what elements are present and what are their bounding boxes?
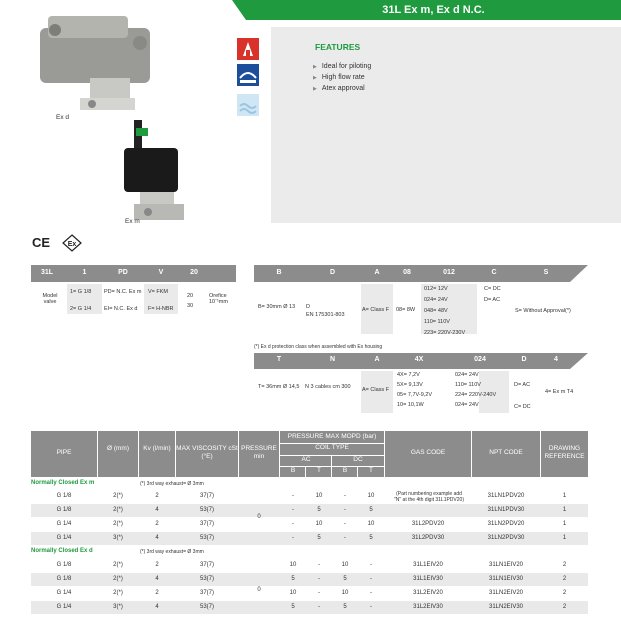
cell-ac-t: - <box>318 576 320 582</box>
cell-npt-code: 31LN2PDV20 <box>487 521 525 527</box>
cell-ac-t: 5 <box>317 507 321 513</box>
code-table-3-header-notch <box>570 353 588 369</box>
cell-orifice: 2(*) <box>113 576 123 582</box>
ce-mark: CE <box>32 235 51 250</box>
col-kv: Kv (l/min) <box>143 445 171 452</box>
table-row <box>31 601 588 614</box>
header-divider <box>331 455 332 477</box>
cell-orifice: 2(*) <box>113 521 123 527</box>
features-panel <box>271 27 621 223</box>
code-table-1-value: 2= G 1/4 <box>70 306 92 312</box>
cell-kv: 2 <box>155 521 159 527</box>
code-table-2-d: EN 175301-803 <box>306 312 345 318</box>
col-ac: AC <box>301 456 311 463</box>
code-table-3-a: A= Class F <box>362 387 390 393</box>
cell-dc-b: 10 <box>341 562 349 568</box>
code-table-2-h: 08 <box>403 269 411 276</box>
code-table-1-orifice: Orefice 10ˉ¹mm <box>209 293 228 305</box>
image-label-exd: Ex d <box>56 114 70 121</box>
cell-dc-t: - <box>370 562 372 568</box>
feature-item <box>313 63 371 70</box>
cell-npt-code: 31LN1EIV20 <box>488 562 524 568</box>
code-table-2-s: S= Without Approval(*) <box>515 308 571 314</box>
header-divider <box>138 431 139 477</box>
ex-mark-icon <box>62 234 82 257</box>
code-table-2-volt: 110= 110V <box>424 319 450 325</box>
code-table-2-h: 012 <box>443 269 455 276</box>
header-divider <box>384 431 385 477</box>
cell-npt-code: 31LN1PDV20 <box>487 493 525 499</box>
code-table-3-volt: 224= 220V-240V <box>455 392 497 398</box>
code-table-3-volt: 024= 24V <box>455 402 479 408</box>
cell-gas-code: 31L2EIV20 <box>413 590 443 596</box>
code-table-2-h: B <box>276 269 282 276</box>
gas-code-note: (Part numbering example add "N" at the 4th digit 31L1PDV20) <box>394 491 464 503</box>
header-divider <box>305 466 306 477</box>
col-gas-code: GAS CODE <box>410 449 446 456</box>
cell-pipe: G 1/4 <box>56 590 72 596</box>
table-row <box>31 490 588 503</box>
cell-gas-code: 31L2EIV30 <box>413 604 443 610</box>
water-approval-icon <box>237 94 259 116</box>
code-table-3-power: 05= 7,7V-9,2V <box>397 392 433 398</box>
code-table-3-h: 4 <box>554 356 558 363</box>
cell-dc-b: - <box>344 493 346 499</box>
code-table-2-d: D <box>306 304 310 310</box>
code-table-3-t: T= 36mm Ø 14,5 <box>258 384 300 390</box>
cell-ac-b: 5 <box>291 604 295 610</box>
code-table-1-value: 30 <box>187 303 194 309</box>
code-table-2-h: S <box>543 269 549 276</box>
code-table-3-volt: 110= 110V <box>455 382 481 388</box>
code-table-2-b: B= 30mm Ø 13 <box>258 304 296 310</box>
code-table-2-h: A <box>374 269 380 276</box>
cell-pipe: G 1/4 <box>56 521 72 527</box>
table-row <box>31 587 588 600</box>
cell-kv: 2 <box>155 590 159 596</box>
col-viscosity: MAX VISCOSITY cSt (°E) <box>176 445 238 460</box>
valve-exm-image <box>118 118 198 228</box>
cell-viscosity: 53(7) <box>199 604 214 610</box>
cell-orifice: 3(*) <box>113 604 123 610</box>
code-table-3-volt: 024= 24V <box>455 372 479 378</box>
cell-dc-t: 5 <box>369 535 373 541</box>
cell-orifice: 2(*) <box>113 507 123 513</box>
cell-orifice: 2(*) <box>113 590 123 596</box>
cell-dc-t: - <box>370 604 372 610</box>
table-row <box>31 573 588 586</box>
code-table-1-value: V= FKM <box>148 289 169 295</box>
section-note: (*) 3rd way exhaust= Ø 3mm <box>140 481 204 487</box>
table-row <box>31 518 588 531</box>
cell-drawing: 1 <box>562 507 567 513</box>
col-drawing: DRAWING REFERENCE <box>544 445 585 460</box>
cell-dc-b: 5 <box>343 576 347 582</box>
code-table-2-h: C <box>491 269 497 276</box>
cell-ac-t: 10 <box>315 493 323 499</box>
cell-gas-code: 31L1EIV30 <box>413 576 443 582</box>
header-divider <box>175 431 176 477</box>
cell-dc-t: - <box>370 590 372 596</box>
code-table-3-h: 024 <box>474 356 486 363</box>
header-divider <box>471 431 472 477</box>
cell-pipe: G 1/4 <box>56 604 72 610</box>
code-table-1-model: Model valve <box>42 293 58 305</box>
cell-drawing: 2 <box>562 576 567 582</box>
pressure-min-value: 0 <box>257 587 261 593</box>
code-table-3-h: 4X <box>414 356 424 363</box>
col-npt-code: NPT CODE <box>489 449 523 456</box>
cell-npt-code: 31LN1PDV30 <box>487 507 525 513</box>
code-table-3-power: 10= 10,1W <box>397 402 424 408</box>
code-table-2-h: D <box>329 269 336 276</box>
code-table-3-n: N 3 cables cm 300 <box>305 384 351 390</box>
features-title: FEATURES <box>315 42 361 52</box>
cell-kv: 2 <box>155 562 159 568</box>
code-table-1-header-notch <box>218 265 236 282</box>
cell-orifice: 2(*) <box>113 562 123 568</box>
code-table-3-ex: 4= Ex m T4 <box>545 389 574 395</box>
code-table-2-current: C= DC <box>484 286 501 292</box>
code-table-2-note: (*) Ex d protection class when assembled with Ex housing <box>254 344 383 350</box>
cell-orifice: 2(*) <box>113 493 123 499</box>
cell-drawing: 1 <box>562 535 567 541</box>
col-pipe: PIPE <box>56 449 72 456</box>
header-divider <box>279 431 280 477</box>
cell-ac-t: - <box>318 604 320 610</box>
cell-ac-b: 10 <box>289 590 297 596</box>
cell-ac-b: - <box>292 521 294 527</box>
feature-text: Atex approval <box>321 85 365 92</box>
cell-gas-code: 31L2PDV30 <box>411 535 445 541</box>
cell-npt-code: 31LN2PDV30 <box>487 535 525 541</box>
feature-item <box>313 85 365 92</box>
cell-ac-b: 5 <box>291 576 295 582</box>
cell-npt-code: 31LN1EIV30 <box>488 576 524 582</box>
cell-ac-b: 10 <box>289 562 297 568</box>
code-table-3-h: T <box>276 356 282 363</box>
cell-gas-code: 31L2PDV20 <box>411 521 445 527</box>
cell-npt-code: 31LN2EIV20 <box>488 590 524 596</box>
cell-dc-t: 5 <box>369 507 373 513</box>
cell-pipe: G 1/8 <box>56 562 72 568</box>
col-pressure-min: PRESSURE min <box>241 445 277 460</box>
cell-drawing: 1 <box>562 521 567 527</box>
code-table-1-h: V <box>158 269 164 276</box>
cell-viscosity: 53(7) <box>199 507 214 513</box>
code-table-2-a: A= Class F <box>362 307 390 313</box>
code-table-1-value: 20 <box>187 293 194 299</box>
code-table-1-value: 1= G 1/8 <box>70 289 92 295</box>
code-table-3-current: D= AC <box>514 382 531 388</box>
code-table-2-w: 08= 8W <box>396 307 416 313</box>
cell-drawing: 2 <box>562 604 567 610</box>
cell-dc-t: 10 <box>367 493 375 499</box>
cell-ac-b: - <box>292 493 294 499</box>
cell-dc-b: - <box>344 507 346 513</box>
section-title: Normally Closed Ex m <box>31 480 95 486</box>
cell-dc-b: 10 <box>341 590 349 596</box>
cell-drawing: 2 <box>562 590 567 596</box>
gas-approval-icon <box>237 64 259 86</box>
cell-viscosity: 53(7) <box>199 576 214 582</box>
section-title: Normally Closed Ex d <box>31 548 93 554</box>
col-orifice: Ø (mm) <box>106 445 130 452</box>
cell-viscosity: 37(7) <box>199 590 214 596</box>
code-table-1-value: F= H-NBR <box>148 306 174 312</box>
feature-text: High flow rate <box>321 74 365 81</box>
code-table-3-h: A <box>374 356 380 363</box>
code-table-3-h: D <box>521 356 527 363</box>
header-divider <box>280 455 384 456</box>
feature-item <box>313 74 365 81</box>
section-note: (*) 3rd way exhaust= Ø 3mm <box>140 549 204 555</box>
code-table-2-volt: 048= 48V <box>424 308 448 314</box>
col-dc-b: B <box>342 467 348 474</box>
cell-dc-t: - <box>370 576 372 582</box>
table-row <box>31 559 588 572</box>
cell-ac-t: 10 <box>315 521 323 527</box>
code-table-2-current: D= AC <box>484 297 501 303</box>
code-table-3-h: N <box>329 356 336 363</box>
header-divider <box>357 466 358 477</box>
cell-pipe: G 1/8 <box>56 493 72 499</box>
bullet-icon: ▶ <box>313 75 317 81</box>
cell-ac-t: - <box>318 590 320 596</box>
cell-ac-t: - <box>318 562 320 568</box>
bullet-icon: ▶ <box>313 86 317 92</box>
cell-dc-t: 10 <box>367 521 375 527</box>
cell-dc-b: 5 <box>343 604 347 610</box>
table-row <box>31 532 588 545</box>
page-title: 31L Ex m, Ex d N.C. <box>382 4 485 16</box>
header-divider <box>540 431 541 477</box>
cell-pipe: G 1/8 <box>56 507 72 513</box>
ex-mark-text: Ex <box>67 241 77 248</box>
feature-text: Ideal for piloting <box>321 63 372 70</box>
code-table-3-power: 5X= 9,13V <box>397 382 423 388</box>
header-divider <box>280 466 384 467</box>
code-table-1-h: 31L <box>40 269 54 276</box>
cell-orifice: 3(*) <box>113 535 123 541</box>
col-dc: DC <box>353 456 363 463</box>
col-ac-t: T <box>317 467 321 474</box>
header-divider <box>280 443 384 444</box>
cell-drawing: 1 <box>562 493 567 499</box>
cell-viscosity: 37(7) <box>199 562 214 568</box>
image-label-exm: Ex m <box>125 218 140 225</box>
cell-kv: 2 <box>155 493 159 499</box>
cell-dc-b: - <box>344 535 346 541</box>
cell-dc-b: - <box>344 521 346 527</box>
cell-ac-b: - <box>292 535 294 541</box>
code-table-2-volt: 012= 12V <box>424 286 448 292</box>
cell-pipe: G 1/4 <box>56 535 72 541</box>
flame-approval-icon <box>237 38 259 60</box>
cell-pipe: G 1/8 <box>56 576 72 582</box>
cell-gas-code: 31L1EIV20 <box>413 562 443 568</box>
cell-drawing: 2 <box>562 562 567 568</box>
cell-viscosity: 37(7) <box>199 521 214 527</box>
code-table-3-power: 4X= 7,2V <box>397 372 420 378</box>
code-table-1-h: 20 <box>190 269 198 276</box>
bullet-icon: ▶ <box>313 64 317 70</box>
cell-viscosity: 53(7) <box>199 535 214 541</box>
code-table-1-value: PD= N.C. Ex m <box>104 289 142 295</box>
cell-ac-b: - <box>292 507 294 513</box>
cell-viscosity: 37(7) <box>199 493 214 499</box>
header-divider <box>97 431 98 477</box>
cell-npt-code: 31LN2EIV30 <box>488 604 524 610</box>
cell-kv: 4 <box>155 576 159 582</box>
table-row <box>31 504 588 517</box>
cell-kv: 4 <box>155 507 159 513</box>
valve-exd-image <box>30 8 160 118</box>
cell-kv: 4 <box>155 604 159 610</box>
code-table-1-value: EI= N.C. Ex d <box>104 306 138 312</box>
cell-kv: 4 <box>155 535 159 541</box>
col-dc-t: T <box>369 467 373 474</box>
code-table-2-volt: 223= 220V-230V <box>424 330 466 336</box>
col-ac-b: B <box>290 467 296 474</box>
col-coil-type: COIL TYPE <box>315 444 349 451</box>
cell-ac-t: 5 <box>317 535 321 541</box>
code-table-1-h: 1 <box>82 269 87 276</box>
header-banner-notch <box>232 0 246 20</box>
pressure-min-value: 0 <box>257 514 261 520</box>
header-divider <box>238 431 239 477</box>
code-table-3-current: C= DC <box>514 404 531 410</box>
col-mopd: PRESSURE MAX MOPD (bar) <box>287 433 377 440</box>
code-table-2-volt: 024= 24V <box>424 297 448 303</box>
code-table-1-h: PD <box>118 269 128 276</box>
